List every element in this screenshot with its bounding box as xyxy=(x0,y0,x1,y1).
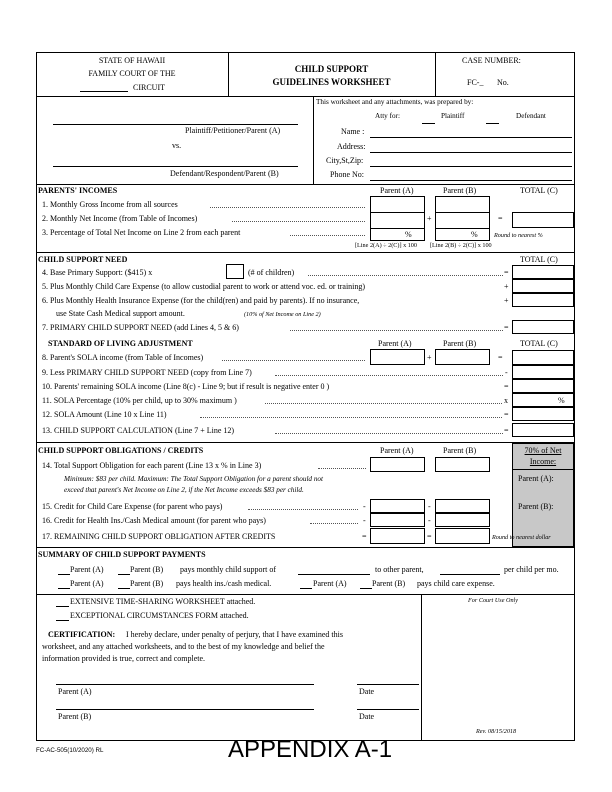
parent-b-date-line[interactable] xyxy=(357,709,419,710)
summary-parent-b-2: Parent (B) xyxy=(130,579,164,588)
form-title-line2: GUIDELINES WORKSHEET xyxy=(272,77,391,87)
obligations-col-a: Parent (A) xyxy=(380,446,414,455)
prepared-by-label: This worksheet and any attachments, was prepared by: xyxy=(316,98,474,106)
summary-b-check-3[interactable] xyxy=(360,588,372,589)
line13-equals: = xyxy=(504,426,509,435)
line7-label: 7. PRIMARY CHILD SUPPORT NEED (add Lines 4, 5 & 6) xyxy=(42,323,239,332)
summary-parent-a-3: Parent (A) xyxy=(313,579,347,588)
minimum-note-1: Minimum: $83 per child. Maximum: The Total Support Obligation for a parent should not xyxy=(64,475,324,483)
line4-leader xyxy=(308,275,503,276)
sola-col-b: Parent (B) xyxy=(443,339,477,348)
formula-b: [Line 2(B) ÷ 2(C)] x 100 xyxy=(430,242,492,249)
line3-parent-b[interactable] xyxy=(435,228,490,241)
header-divider-1 xyxy=(228,52,229,96)
plaintiff-name-line[interactable] xyxy=(53,124,298,125)
summary-b-check-2[interactable] xyxy=(118,588,130,589)
obligations-bottom-rule xyxy=(36,547,575,548)
round-dollar-note: Round to nearest dollar xyxy=(492,534,551,541)
line3-leader xyxy=(290,235,365,236)
incomes-col-b: Parent (B) xyxy=(443,186,477,195)
parent-b-date-label: Date xyxy=(359,712,375,721)
line12-total[interactable] xyxy=(512,407,574,421)
summary-parent-a-2: Parent (A) xyxy=(70,579,104,588)
certification-label: CERTIFICATION: xyxy=(48,630,116,639)
form-title-line1: CHILD SUPPORT xyxy=(294,64,369,74)
line4-label: 4. Base Primary Support: ($415) x xyxy=(42,268,153,277)
sola-bottom-rule xyxy=(36,442,575,443)
line16-parent-a[interactable] xyxy=(370,513,425,527)
line17-label: 17. REMAINING CHILD SUPPORT OBLIGATION AFTER CREDITS xyxy=(42,532,276,541)
extensive-label: EXTENSIVE TIME-SHARING WORKSHEET attached. xyxy=(70,597,256,606)
line2-label: 2. Monthly Net Income (from Table of Incomes) xyxy=(42,214,198,223)
exceptional-label: EXCEPTIONAL CIRCUMSTANCES FORM attached. xyxy=(70,611,249,620)
incomes-col-total: TOTAL (C) xyxy=(520,186,558,195)
line14-parent-a[interactable] xyxy=(370,457,425,472)
circuit-label: CIRCUIT xyxy=(133,83,165,92)
num-children-box[interactable] xyxy=(226,264,244,279)
parties-divider xyxy=(313,96,314,184)
court-use-divider xyxy=(421,594,422,741)
certification-text-3: information provided is true, correct and complete. xyxy=(42,654,206,663)
line3-label: 3. Percentage of Total Net Income on Line 2 from each parent xyxy=(42,228,241,237)
pays-monthly-label: pays monthly child support of xyxy=(180,565,276,574)
incomes-heading: PARENTS' INCOMES xyxy=(38,186,118,195)
line1-leader xyxy=(210,207,365,208)
parent-a-date-line[interactable] xyxy=(357,684,419,685)
line16-minus-a: - xyxy=(363,516,366,525)
summary-parent-b-1: Parent (B) xyxy=(130,565,164,574)
atty-defendant-label: Defendant xyxy=(516,112,546,120)
line6-plus: + xyxy=(504,296,509,305)
line1-parent-a[interactable] xyxy=(370,196,425,213)
line11-label: 11. SOLA Percentage (10% per child, up to 30% maximum ) xyxy=(42,396,237,405)
court-label: FAMILY COURT OF THE xyxy=(88,69,176,78)
line11-leader xyxy=(265,403,502,404)
line8-parent-b[interactable] xyxy=(435,349,490,365)
line15-minus-b: - xyxy=(428,502,431,511)
line2-equals: = xyxy=(498,214,503,223)
line13-label: 13. CHILD SUPPORT CALCULATION (Line 7 + Line 12) xyxy=(42,426,235,435)
exceptional-check[interactable] xyxy=(56,620,69,621)
plaintiff-check[interactable] xyxy=(422,123,435,124)
line10-total[interactable] xyxy=(512,379,574,393)
net-income-heading-2: Income: xyxy=(529,457,557,466)
line5-plus: + xyxy=(504,282,509,291)
line17-parent-b[interactable] xyxy=(435,528,490,544)
summary-bottom-rule xyxy=(36,594,575,595)
obligations-heading: CHILD SUPPORT OBLIGATIONS / CREDITS xyxy=(38,446,204,455)
line5-total[interactable] xyxy=(512,279,574,293)
form-id-label: FC-AC-505(10/2020) RL xyxy=(36,747,104,754)
header-divider-2 xyxy=(435,52,436,96)
line16-parent-b[interactable] xyxy=(435,513,490,527)
line14-parent-b[interactable] xyxy=(435,457,490,472)
name-field[interactable] xyxy=(370,137,572,138)
circuit-blank[interactable] xyxy=(80,91,128,92)
line9-total[interactable] xyxy=(512,365,574,379)
name-label: Name : xyxy=(341,127,365,136)
line10-label: 10. Parents' remaining SOLA income (Line 8(c) - Line 9; but if result is negative enter 0 ) xyxy=(42,382,330,391)
address-field[interactable] xyxy=(370,152,572,153)
net-income-heading-1: 70% of Net xyxy=(524,446,562,455)
certification-text-2: worksheet, and any attached worksheets, and to the best of my knowledge and belief the xyxy=(42,642,325,651)
line15-parent-b[interactable] xyxy=(435,499,490,513)
line15-minus-a: - xyxy=(363,502,366,511)
line10-equals: = xyxy=(504,382,509,391)
summary-a-check-1[interactable] xyxy=(58,574,70,575)
line13-leader xyxy=(275,433,503,434)
line2-parent-b[interactable] xyxy=(435,212,490,229)
line16-label: 16. Credit for Health Ins./Cash Medical amount (for parent who pays) xyxy=(42,516,266,525)
line15-leader xyxy=(248,509,358,510)
atty-for-label: Atty for: xyxy=(375,112,400,120)
formula-a: [Line 2(A) ÷ 2(C)] x 100 xyxy=(355,242,417,249)
line3-pct-a: % xyxy=(405,230,412,239)
line6-cash-medical: use State Cash Medical support amount. xyxy=(56,309,185,318)
line2-total[interactable] xyxy=(512,212,574,228)
line2-plus: + xyxy=(427,214,432,223)
net-income-parent-b: Parent (B): xyxy=(518,502,554,511)
certification-text-1: I hereby declare, under penalty of perjury, that I have examined this xyxy=(126,630,343,639)
plaintiff-label: Plaintiff/Petitioner/Parent (A) xyxy=(185,126,281,135)
header-bottom-rule xyxy=(36,96,575,97)
incomes-bottom-rule xyxy=(36,252,575,253)
line2-parent-a[interactable] xyxy=(370,212,425,229)
line17-equals-a: = xyxy=(362,532,367,541)
case-no-label: No. xyxy=(497,78,509,87)
line15-label: 15. Credit for Child Care Expense (for parent who pays) xyxy=(42,502,223,511)
line17-equals-b: = xyxy=(427,532,432,541)
phone-label: Phone No: xyxy=(330,170,364,179)
summary-b-check-1[interactable] xyxy=(118,574,130,575)
line5-label: 5. Plus Monthly Child Care Expense (to allow custodial parent to work or attend voc. ed. or training) xyxy=(42,282,366,291)
line6-note: (10% of Net Income on Line 2) xyxy=(244,311,321,318)
phone-field[interactable] xyxy=(370,180,572,181)
line2-leader xyxy=(232,221,365,222)
line1-parent-b[interactable] xyxy=(435,196,490,213)
line9-label: 9. Less PRIMARY CHILD SUPPORT NEED (copy from Line 7) xyxy=(42,368,252,377)
line12-label: 12. SOLA Amount (Line 10 x Line 11) xyxy=(42,410,167,419)
parent-a-signature-label: Parent (A) xyxy=(58,687,92,696)
extensive-check[interactable] xyxy=(56,606,69,607)
address-label: Address: xyxy=(337,142,366,151)
line7-equals: = xyxy=(504,323,509,332)
line17-parent-a[interactable] xyxy=(370,528,425,544)
line11-pct: % xyxy=(558,396,565,405)
line7-total[interactable] xyxy=(512,320,574,334)
need-col-total: TOTAL (C) xyxy=(520,255,558,264)
parties-bottom-rule xyxy=(36,184,575,185)
net-income-parent-a: Parent (A): xyxy=(518,474,554,483)
monthly-support-amount[interactable] xyxy=(298,574,370,575)
line1-label: 1. Monthly Gross Income from all sources xyxy=(42,200,178,209)
obligations-col-b: Parent (B) xyxy=(443,446,477,455)
vs-label: vs. xyxy=(172,141,182,150)
line14-leader xyxy=(318,468,366,469)
line8-total[interactable] xyxy=(512,350,574,365)
line12-equals: = xyxy=(504,410,509,419)
line9-minus: - xyxy=(505,368,508,377)
sola-col-total: TOTAL (C) xyxy=(520,339,558,348)
parent-a-signature-line[interactable] xyxy=(56,684,314,685)
city-field[interactable] xyxy=(370,166,572,167)
line8-parent-a[interactable] xyxy=(370,349,425,365)
defendant-name-line[interactable] xyxy=(53,166,298,167)
summary-parent-b-3: Parent (B) xyxy=(372,579,406,588)
sola-col-a: Parent (A) xyxy=(378,339,412,348)
line8-plus: + xyxy=(427,353,432,362)
line16-leader xyxy=(310,523,358,524)
summary-a-check-2[interactable] xyxy=(58,588,70,589)
state-label: STATE OF HAWAII xyxy=(98,56,166,65)
round-pct-note: Round to nearest % xyxy=(494,232,543,239)
sola-heading: STANDARD OF LIVING ADJUSTMENT xyxy=(48,339,193,348)
line8-leader xyxy=(222,360,365,361)
line8-label: 8. Parent's SOLA income (from Table of Incomes) xyxy=(42,353,204,362)
line15-parent-a[interactable] xyxy=(370,499,425,513)
line11-times: x xyxy=(504,396,508,405)
incomes-col-a: Parent (A) xyxy=(380,186,414,195)
line6-label: 6. Plus Monthly Health Insurance Expense (for the child(ren) and paid by parents). If no insurance, xyxy=(42,296,360,305)
line14-label: 14. Total Support Obligation for each parent (Line 13 x % in Line 3) xyxy=(42,461,262,470)
line7-leader xyxy=(290,330,503,331)
line13-total[interactable] xyxy=(512,423,574,437)
per-child-amount[interactable] xyxy=(440,574,500,575)
line3-pct-b: % xyxy=(471,230,478,239)
minimum-note-2: exceed that parent's Net Income on Line 2, if the Net Income exceeds $83 per child. xyxy=(64,486,304,494)
parent-b-signature-line[interactable] xyxy=(56,709,314,710)
summary-parent-a-1: Parent (A) xyxy=(70,565,104,574)
line6-total[interactable] xyxy=(512,293,574,307)
line16-minus-b: - xyxy=(428,516,431,525)
line8-equals: = xyxy=(498,353,503,362)
court-use-label: For Court Use Only xyxy=(468,597,519,604)
pays-care-label: pays child care expense. xyxy=(417,579,495,588)
net-income-rule xyxy=(512,469,574,470)
case-number-label: CASE NUMBER: xyxy=(462,56,521,65)
defendant-check[interactable] xyxy=(486,123,499,124)
summary-heading: SUMMARY OF CHILD SUPPORT PAYMENTS xyxy=(38,550,206,559)
line12-leader xyxy=(200,417,502,418)
line9-leader xyxy=(275,375,503,376)
line3-parent-a[interactable] xyxy=(370,228,425,241)
line4-total[interactable] xyxy=(512,265,574,279)
pays-health-label: pays health ins./cash medical. xyxy=(176,579,272,588)
line4-equals: = xyxy=(504,268,509,277)
revision-label: Rev. 08/15/2018 xyxy=(476,728,517,735)
to-other-parent-label: to other parent, xyxy=(375,565,424,574)
parent-a-date-label: Date xyxy=(359,687,375,696)
summary-a-check-3[interactable] xyxy=(300,588,312,589)
defendant-label: Defendant/Respondent/Parent (B) xyxy=(170,169,279,178)
city-label: City,St,Zip: xyxy=(326,156,364,165)
atty-plaintiff-label: Plaintiff xyxy=(441,112,465,120)
need-heading: CHILD SUPPORT NEED xyxy=(38,255,128,264)
line4-children-label: (# of children) xyxy=(248,268,295,277)
per-child-label: per child per mo. xyxy=(504,565,559,574)
case-prefix[interactable]: FC-_ xyxy=(467,78,484,87)
appendix-label: APPENDIX A-1 xyxy=(228,736,393,763)
parent-b-signature-label: Parent (B) xyxy=(58,712,92,721)
